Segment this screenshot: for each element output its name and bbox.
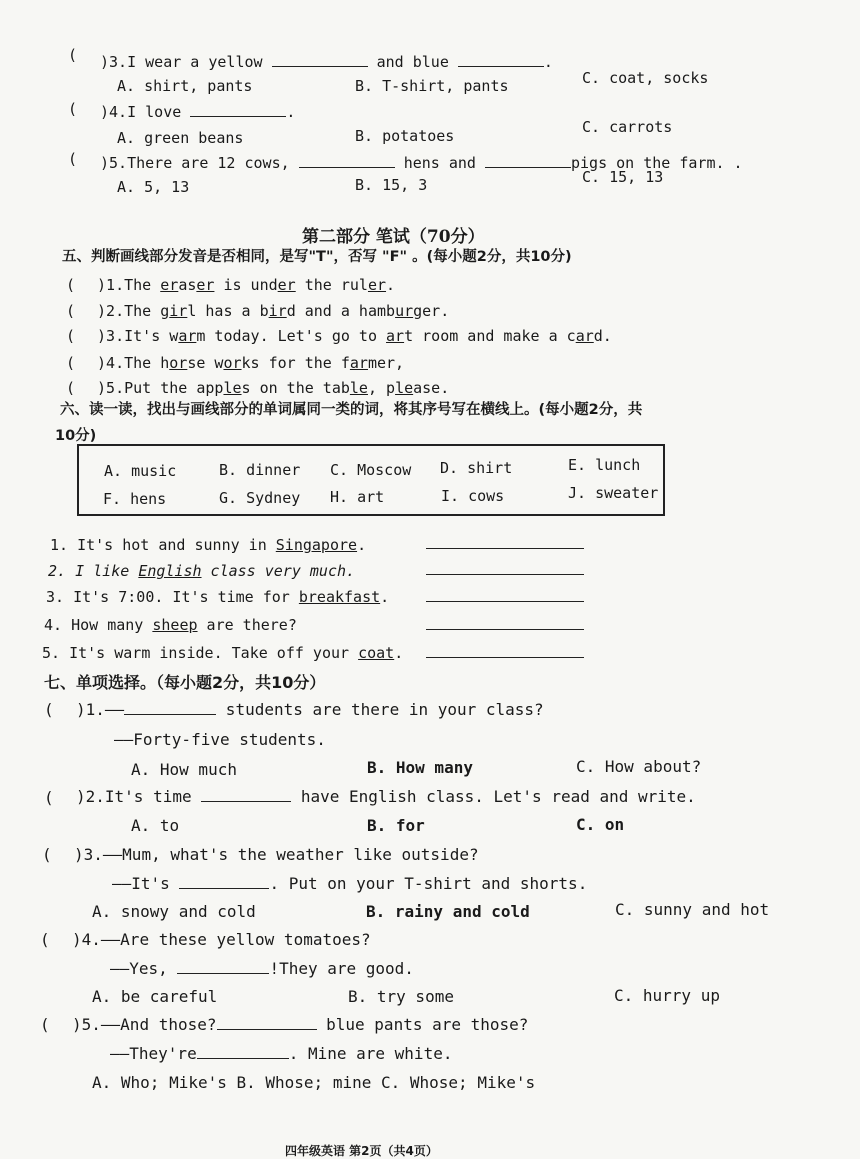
option-b: B. T-shirt, pants xyxy=(355,77,509,95)
section-6-heading-cont: 10分) xyxy=(55,428,97,444)
option-c: C. How about? xyxy=(576,757,702,776)
option-c: C. carrots xyxy=(582,118,673,136)
paren-open: ( xyxy=(44,700,54,719)
option-c: C. coat, socks xyxy=(582,69,709,87)
section-6-item-5: 5. It's warm inside. Take off your coat. xyxy=(42,644,404,662)
option-b: B. How many xyxy=(367,758,473,777)
section-7-q5-reply: ——They're . Mine are white. xyxy=(110,1044,453,1063)
section-7-q4-reply: ——Yes, !They are good. xyxy=(110,959,414,978)
answer-line[interactable] xyxy=(426,657,584,658)
option-c: C. hurry up xyxy=(614,986,720,1005)
answer-line[interactable] xyxy=(426,629,584,630)
answer-blank[interactable] xyxy=(485,153,571,168)
section-7-q1-reply: ——Forty-five students. xyxy=(114,730,326,749)
part-two-title: 第二部分 笔试（70分） xyxy=(302,227,485,247)
question-5: )5.There are 12 cows, hens and pigs on the farm. . xyxy=(100,154,743,172)
section-5-item-4: ( )4.The horse works for the farmer, xyxy=(66,354,405,372)
section-5-item-5: ( )5.Put the apples on the table, please. xyxy=(66,379,450,397)
answer-blank[interactable] xyxy=(124,700,216,715)
word-bank-item: J. sweater xyxy=(568,484,659,502)
word-bank-item: H. art xyxy=(330,488,385,506)
paren-open: ( xyxy=(42,845,52,864)
question-4: )4.I love . xyxy=(100,103,296,121)
section-5-item-2: ( )2.The girl has a bird and a hamburger. xyxy=(66,302,450,320)
answer-blank[interactable] xyxy=(190,102,286,117)
section-7-q1: )1.—— students are there in your class? xyxy=(76,700,544,719)
answer-blank[interactable] xyxy=(197,1044,289,1059)
word-bank-item: E. lunch xyxy=(568,456,641,474)
option-a: A. to xyxy=(131,816,180,835)
option-b: B. rainy and cold xyxy=(366,902,530,921)
option-c: C. sunny and hot xyxy=(615,900,770,919)
word-bank-item: F. hens xyxy=(103,490,167,508)
paren-open: ( xyxy=(44,788,54,807)
section-7-q3-reply: ——It's . Put on your T-shirt and shorts. xyxy=(112,874,588,893)
section-5-heading: 五、判断画线部分发音是否相同，是写"T"，否写 "F" 。(每小题2分，共10分) xyxy=(62,249,572,265)
answer-blank[interactable] xyxy=(177,959,269,974)
section-5-item-3: ( )3.It's warm today. Let's go to art room and make a card. xyxy=(66,327,612,345)
section-7-q4: )4.——Are these yellow tomatoes? xyxy=(72,930,371,949)
section-7-heading: 七、单项选择。（每小题2分，共10分） xyxy=(44,673,326,692)
answer-blank[interactable] xyxy=(458,52,544,67)
word-bank-item: B. dinner xyxy=(219,461,301,479)
page-footer: 四年级英语 第2页（共4页） xyxy=(285,1144,438,1158)
paren-open: ( xyxy=(40,930,50,949)
option-a: A. snowy and cold xyxy=(92,902,256,921)
section-6-item-3: 3. It's 7:00. It's time for breakfast. xyxy=(46,588,390,606)
paren-open: ( xyxy=(68,100,78,118)
section-7-q3: )3.——Mum, what's the weather like outside? xyxy=(74,845,479,864)
option-b: B. try some xyxy=(348,987,454,1006)
answer-blank[interactable] xyxy=(179,874,269,889)
option-b: B. for xyxy=(367,816,425,835)
section-7-q5: )5.——And those? blue pants are those? xyxy=(72,1015,529,1034)
answer-line[interactable] xyxy=(426,548,584,549)
word-bank-item: C. Moscow xyxy=(330,461,412,479)
option-a: A. 5, 13 xyxy=(117,178,190,196)
paren-open: ( xyxy=(68,150,78,168)
option-b: B. 15, 3 xyxy=(355,176,428,194)
word-bank-item: G. Sydney xyxy=(219,489,301,507)
paren-open: ( xyxy=(40,1015,50,1034)
section-6-item-1: 1. It's hot and sunny in Singapore. xyxy=(50,536,367,554)
section-6-item-2: 2. I like English class very much. xyxy=(48,562,356,580)
answer-blank[interactable] xyxy=(201,787,291,802)
option-a: A. shirt, pants xyxy=(117,77,253,95)
option-b: B. potatoes xyxy=(355,127,455,145)
answer-blank[interactable] xyxy=(272,52,368,67)
section-6-item-4: 4. How many sheep are there? xyxy=(44,616,297,634)
option-a: A. green beans xyxy=(117,129,244,147)
option-c: C. on xyxy=(576,815,625,834)
section-6-heading: 六、读一读，找出与画线部分的单词属同一类的词，将其序号写在横线上。(每小题2分，共 xyxy=(60,402,643,418)
answer-blank[interactable] xyxy=(217,1015,317,1030)
paren-open: ( xyxy=(68,46,78,64)
option-a: A. be careful xyxy=(92,987,218,1006)
question-3: )3.I wear a yellow and blue . xyxy=(100,53,553,71)
option-c: C. 15, 13 xyxy=(582,168,664,186)
section-7-q5-options: A. Who; Mike's B. Whose; mine C. Whose; Mike's xyxy=(92,1073,536,1092)
section-7-q2: )2.It's time have English class. Let's read and write. xyxy=(76,787,696,806)
word-bank-item: D. shirt xyxy=(440,459,513,477)
answer-line[interactable] xyxy=(426,574,584,575)
answer-line[interactable] xyxy=(426,601,584,602)
section-5-item-1: ( )1.The eraser is under the ruler. xyxy=(66,276,396,294)
word-bank-item: A. music xyxy=(104,462,177,480)
option-a: A. How much xyxy=(131,760,237,779)
word-bank-item: I. cows xyxy=(441,487,505,505)
answer-blank[interactable] xyxy=(299,153,395,168)
